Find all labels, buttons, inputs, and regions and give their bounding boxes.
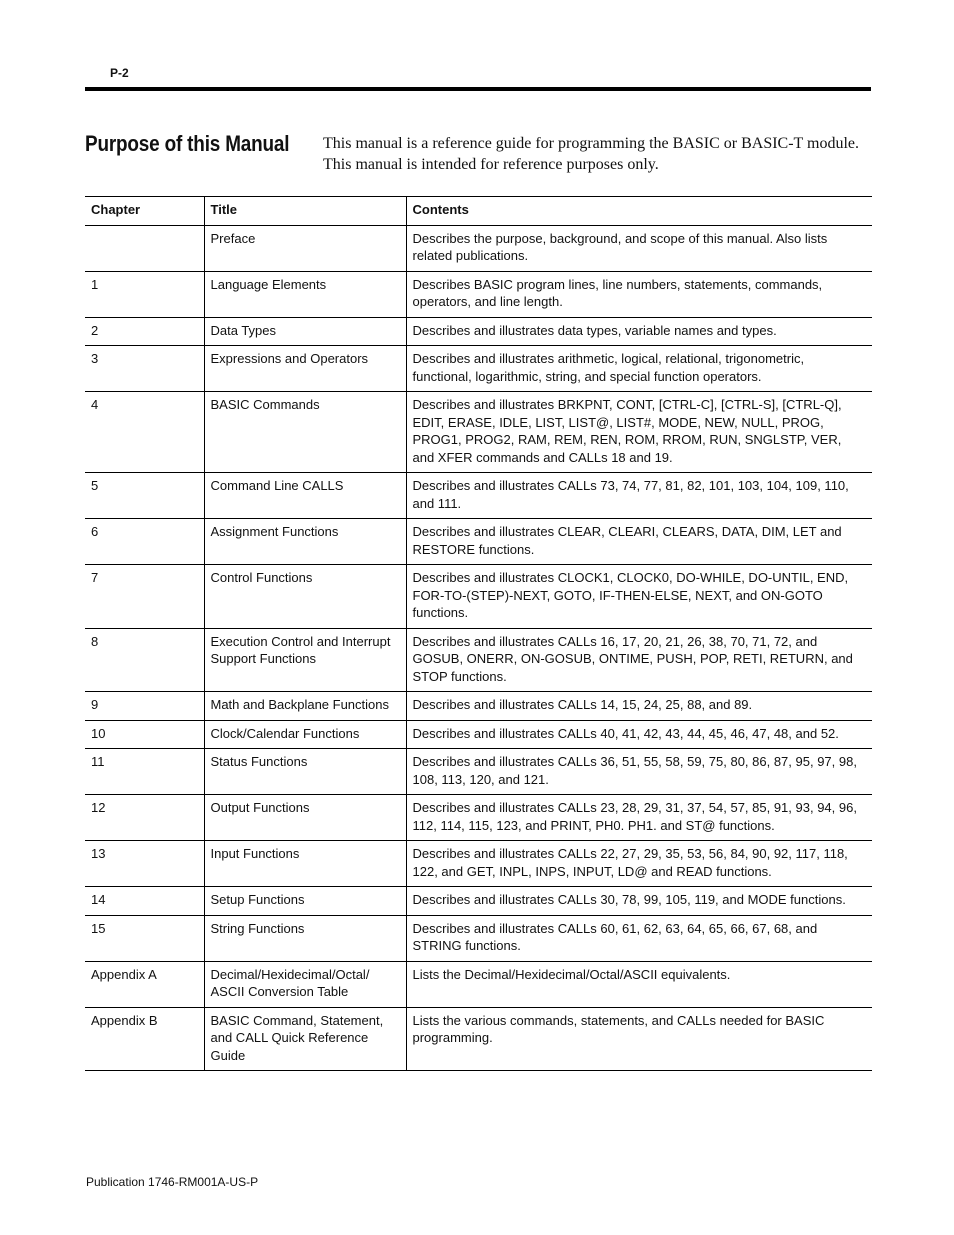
table-row — [85, 225, 872, 271]
table-row — [85, 473, 872, 519]
cell-contents: Describes and illustrates CALLs 40, 41, 42, 43, 44, 45, 46, 47, 48, and 52. — [406, 720, 872, 749]
cell-contents: Describes and illustrates CALLs 30, 78, 99, 105, 119, and MODE functions. — [406, 887, 872, 916]
cell-title: String Functions — [204, 915, 406, 961]
chapter-table-body — [85, 225, 872, 1071]
cell-contents: Describes and illustrates CALLs 16, 17, 20, 21, 26, 38, 70, 71, 72, and GOSUB, ONERR, ON-GOSUB, ONTIME, PUSH, POP, RETI, RETURN, and STOP functions. — [406, 628, 872, 692]
cell-title: Execution Control and Interrupt Support Functions — [204, 628, 406, 692]
cell-contents: Describes and illustrates CALLs 36, 51, 55, 58, 59, 75, 80, 86, 87, 95, 97, 98, 108, 113, 120, and 121. — [406, 749, 872, 795]
chapter-table — [85, 196, 872, 1071]
cell-title: Data Types — [204, 317, 406, 346]
cell-chapter: 1 — [85, 271, 204, 317]
cell-title: Command Line CALLS — [204, 473, 406, 519]
cell-chapter: 6 — [85, 519, 204, 565]
table-header-row — [85, 197, 872, 226]
cell-contents: Describes and illustrates data types, variable names and types. — [406, 317, 872, 346]
cell-contents: Describes and illustrates CALLs 23, 28, 29, 31, 37, 54, 57, 85, 91, 93, 94, 96, 112, 114, 115, 123, and PRINT, PH0. PH1. and ST@ functions. — [406, 795, 872, 841]
cell-contents: Describes and illustrates CALLs 22, 27, 29, 35, 53, 56, 84, 90, 92, 117, 118, 122, and GET, INPL, INPS, INPUT, LD@ and READ functions. — [406, 841, 872, 887]
table-row — [85, 565, 872, 629]
cell-title: Input Functions — [204, 841, 406, 887]
column-header-chapter: Chapter — [85, 197, 204, 226]
table-row — [85, 346, 872, 392]
cell-title: Setup Functions — [204, 887, 406, 916]
table-row — [85, 915, 872, 961]
page-number: P-2 — [110, 66, 129, 80]
cell-chapter: 14 — [85, 887, 204, 916]
table-row — [85, 271, 872, 317]
cell-chapter: Appendix B — [85, 1007, 204, 1071]
column-header-contents: Contents — [406, 197, 872, 226]
cell-title: Decimal/Hexidecimal/Octal/ ASCII Conversion Table — [204, 961, 406, 1007]
cell-title: Control Functions — [204, 565, 406, 629]
table-row — [85, 961, 872, 1007]
cell-title: Status Functions — [204, 749, 406, 795]
cell-chapter: 13 — [85, 841, 204, 887]
table-row — [85, 392, 872, 473]
cell-title: Clock/Calendar Functions — [204, 720, 406, 749]
cell-contents: Lists the Decimal/Hexidecimal/Octal/ASCII equivalents. — [406, 961, 872, 1007]
table-row — [85, 749, 872, 795]
table-row — [85, 317, 872, 346]
chapter-table-header — [85, 197, 872, 226]
table-row — [85, 841, 872, 887]
table-row — [85, 795, 872, 841]
cell-chapter: 3 — [85, 346, 204, 392]
cell-chapter: 8 — [85, 628, 204, 692]
section-intro: This manual is a reference guide for programming the BASIC or BASIC-T module. This manual is intended for reference purposes only. — [323, 135, 860, 173]
cell-chapter: 4 — [85, 392, 204, 473]
cell-chapter: 2 — [85, 317, 204, 346]
table-row — [85, 628, 872, 692]
cell-title: Language Elements — [204, 271, 406, 317]
table-row — [85, 1007, 872, 1071]
cell-chapter: 10 — [85, 720, 204, 749]
table-row — [85, 720, 872, 749]
cell-chapter: 11 — [85, 749, 204, 795]
cell-contents: Describes and illustrates CALLs 73, 74, 77, 81, 82, 101, 103, 104, 109, 110, and 111. — [406, 473, 872, 519]
cell-title: Expressions and Operators — [204, 346, 406, 392]
cell-contents: Describes the purpose, background, and scope of this manual. Also lists related publications. — [406, 225, 872, 271]
cell-contents: Lists the various commands, statements, and CALLs needed for BASIC programming. — [406, 1007, 872, 1071]
table-row — [85, 692, 872, 721]
cell-title: Math and Backplane Functions — [204, 692, 406, 721]
publication-footer: Publication 1746-RM001A-US-P — [86, 1175, 259, 1189]
cell-title: BASIC Commands — [204, 392, 406, 473]
column-header-title: Title — [204, 197, 406, 226]
section-title: Purpose of this Manual — [85, 131, 290, 156]
cell-contents: Describes and illustrates CLEAR, CLEARI, CLEARS, DATA, DIM, LET and RESTORE functions. — [406, 519, 872, 565]
cell-title: BASIC Command, Statement, and CALL Quick Reference Guide — [204, 1007, 406, 1071]
cell-title: Output Functions — [204, 795, 406, 841]
cell-title: Preface — [204, 225, 406, 271]
cell-chapter: Appendix A — [85, 961, 204, 1007]
table-row — [85, 519, 872, 565]
cell-contents: Describes and illustrates arithmetic, logical, relational, trigonometric, functional, logarithmic, string, and special function operators. — [406, 346, 872, 392]
header-rule — [85, 87, 871, 91]
cell-chapter: 15 — [85, 915, 204, 961]
cell-contents: Describes and illustrates CALLs 14, 15, 24, 25, 88, and 89. — [406, 692, 872, 721]
cell-contents: Describes and illustrates CLOCK1, CLOCK0, DO-WHILE, DO-UNTIL, END, FOR-TO-(STEP)-NEXT, GOTO, IF-THEN-ELSE, NEXT, and ON-GOTO functions. — [406, 565, 872, 629]
cell-chapter: 5 — [85, 473, 204, 519]
cell-contents: Describes and illustrates BRKPNT, CONT, [CTRL-C], [CTRL-S], [CTRL-Q], EDIT, ERASE, IDLE, LIST, LIST@, LIST#, MODE, NEW, NULL, PROG, PROG1, PROG2, RAM, REM, REN, ROM, RROM, RUN, SNGLSTP, VER, and XFER commands and CALLs 18 and 19. — [406, 392, 872, 473]
cell-chapter: 7 — [85, 565, 204, 629]
cell-title: Assignment Functions — [204, 519, 406, 565]
table-row — [85, 887, 872, 916]
cell-chapter: 9 — [85, 692, 204, 721]
cell-contents: Describes BASIC program lines, line numbers, statements, commands, operators, and line length. — [406, 271, 872, 317]
cell-chapter: 12 — [85, 795, 204, 841]
cell-chapter — [85, 225, 204, 271]
cell-contents: Describes and illustrates CALLs 60, 61, 62, 63, 64, 65, 66, 67, 68, and STRING functions. — [406, 915, 872, 961]
